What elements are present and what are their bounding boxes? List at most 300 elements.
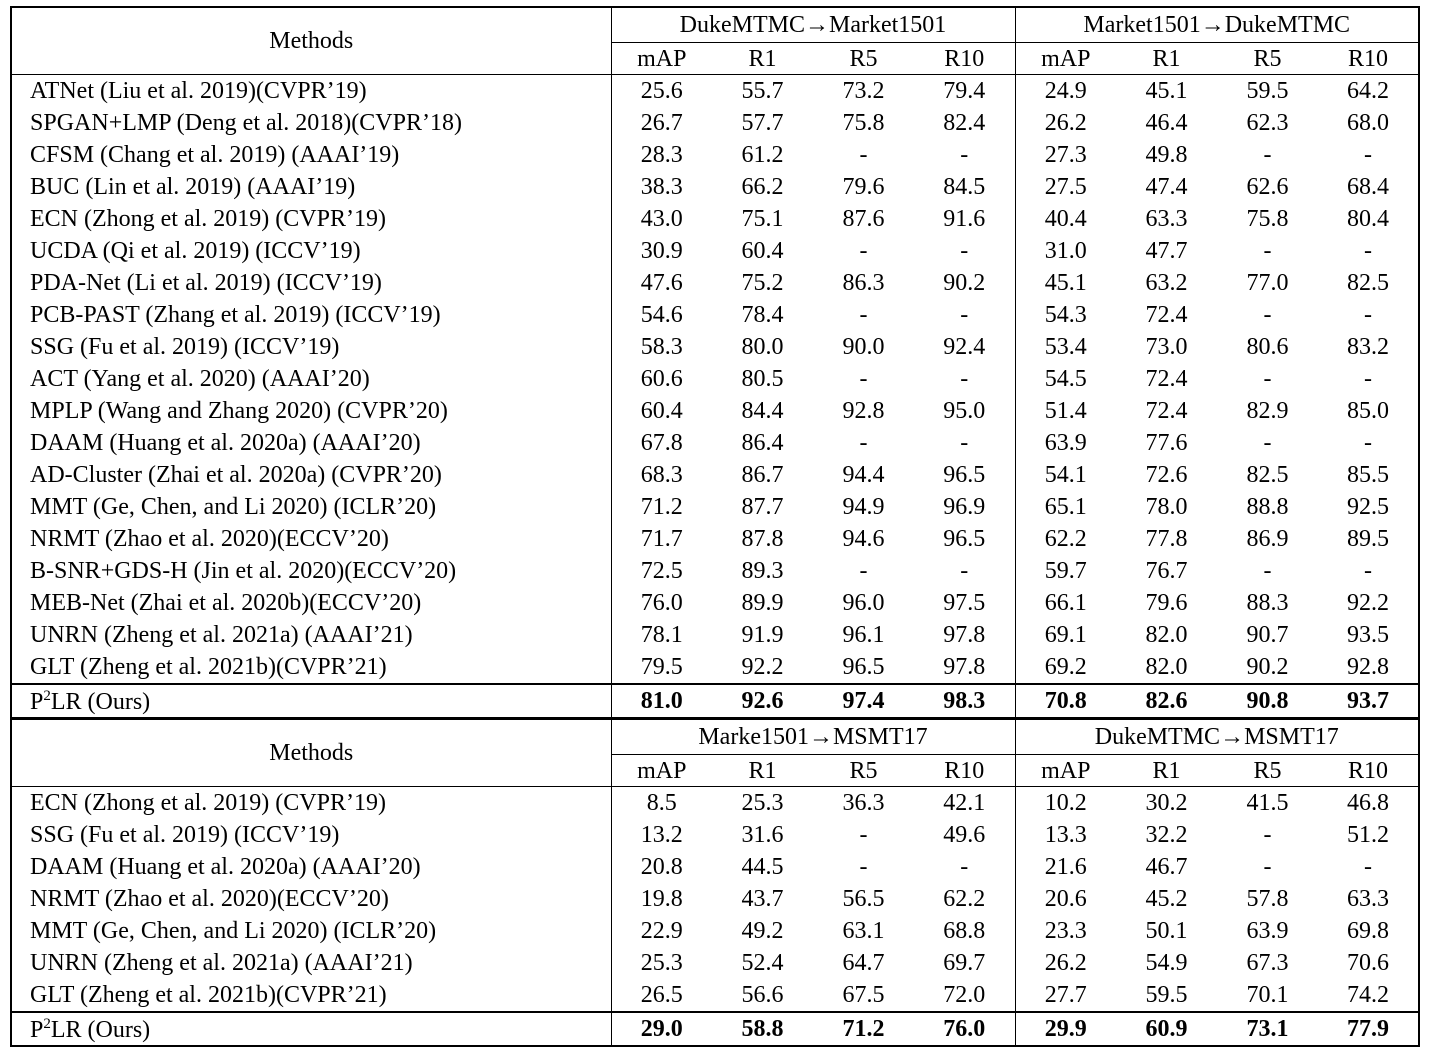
ours-value-cell: 82.6 — [1116, 684, 1217, 718]
value-cell: 67.3 — [1246, 950, 1289, 976]
table-row — [11, 915, 1419, 947]
value-cell: 68.4 — [1318, 171, 1419, 203]
value-cell: 31.6 — [741, 822, 784, 848]
value-cell: 62.6 — [1246, 174, 1289, 200]
value-cell: 82.5 — [1318, 267, 1419, 299]
value-cell: - — [1263, 142, 1272, 168]
value-cell: 47.4 — [1145, 174, 1188, 200]
table-row — [11, 619, 1419, 651]
value-cell: 32.2 — [1145, 822, 1188, 848]
value-cell: - — [859, 430, 868, 456]
value-cell: 75.1 — [741, 206, 784, 232]
ours-value-cell: 58.8 — [712, 1012, 813, 1046]
value-cell: 64.2 — [1318, 75, 1419, 108]
table-row — [11, 75, 1419, 108]
method-name: DAAM (Huang et al. 2020a) (AAAI’20) — [11, 851, 611, 883]
value-cell: - — [1263, 366, 1272, 392]
value-cell: 67.8 — [640, 430, 683, 456]
value-cell: 43.0 — [640, 206, 683, 232]
value-cell: 59.5 — [1145, 982, 1188, 1008]
value-cell: - — [859, 558, 868, 584]
value-cell: 71.2 — [640, 494, 683, 520]
method-name: ACT (Yang et al. 2020) (AAAI’20) — [11, 363, 611, 395]
method-name-ours — [11, 684, 611, 718]
table-row — [11, 395, 1419, 427]
value-cell: 76.7 — [1145, 558, 1188, 584]
method-name: CFSM (Chang et al. 2019) (AAAI’19) — [11, 139, 611, 171]
table-row — [11, 203, 1419, 235]
value-cell: 27.7 — [1044, 982, 1087, 1008]
table-row — [11, 107, 1419, 139]
value-cell: 44.5 — [741, 854, 784, 880]
value-cell: 77.0 — [1246, 270, 1289, 296]
table-row — [11, 851, 1419, 883]
value-cell: 72.4 — [1145, 302, 1188, 328]
value-cell: 63.3 — [1318, 883, 1419, 915]
value-cell: 84.5 — [914, 171, 1015, 203]
value-cell: 75.2 — [741, 270, 784, 296]
value-cell: 87.6 — [842, 206, 885, 232]
metric-header-map: mAP — [611, 43, 712, 75]
value-cell: 79.4 — [914, 75, 1015, 108]
value-cell: - — [1263, 822, 1272, 848]
ours-value-cell: 73.1 — [1217, 1012, 1318, 1046]
ours-name-p: P — [30, 688, 44, 715]
method-name: GLT (Zheng et al. 2021b)(CVPR’21) — [11, 979, 611, 1012]
method-name: NRMT (Zhao et al. 2020)(ECCV’20) — [11, 523, 611, 555]
value-cell: 58.3 — [640, 334, 683, 360]
table-row — [11, 331, 1419, 363]
value-cell: 68.0 — [1318, 107, 1419, 139]
value-cell: 82.0 — [1145, 622, 1188, 648]
value-cell: 96.0 — [842, 590, 885, 616]
metric-header-r5: R5 — [1217, 43, 1318, 75]
value-cell: 87.7 — [741, 494, 784, 520]
value-cell: 67.5 — [842, 982, 885, 1008]
value-cell: 89.3 — [741, 558, 784, 584]
method-name: MMT (Ge, Chen, and Li 2020) (ICLR’20) — [11, 491, 611, 523]
results-table-market-duke — [10, 6, 1420, 719]
value-cell: 84.4 — [741, 398, 784, 424]
value-cell: 75.8 — [842, 110, 885, 136]
value-cell: - — [859, 238, 868, 264]
value-cell: 90.2 — [914, 267, 1015, 299]
value-cell: - — [859, 366, 868, 392]
ours-name-sup: 2 — [43, 687, 51, 704]
value-cell: 23.3 — [1044, 918, 1087, 944]
value-cell: 88.3 — [1246, 590, 1289, 616]
value-cell: - — [1263, 430, 1272, 456]
value-cell: 47.7 — [1145, 238, 1188, 264]
value-cell: 80.6 — [1246, 334, 1289, 360]
value-cell: 63.1 — [842, 918, 885, 944]
value-cell: 30.9 — [640, 238, 683, 264]
method-name: ATNet (Liu et al. 2019)(CVPR’19) — [11, 75, 611, 108]
ours-row — [11, 1012, 1419, 1046]
results-table-msmt17 — [10, 718, 1420, 1047]
value-cell: 68.3 — [640, 462, 683, 488]
value-cell: 96.9 — [914, 491, 1015, 523]
value-cell: 76.0 — [640, 590, 683, 616]
value-cell: 38.3 — [640, 174, 683, 200]
metric-header-map: mAP — [1015, 755, 1116, 787]
value-cell: 68.8 — [914, 915, 1015, 947]
method-name: MPLP (Wang and Zhang 2020) (CVPR’20) — [11, 395, 611, 427]
value-cell: - — [914, 299, 1015, 331]
table-row — [11, 235, 1419, 267]
value-cell: 77.8 — [1145, 526, 1188, 552]
methods-header: Methods — [11, 719, 611, 787]
table-row — [11, 883, 1419, 915]
value-cell: 62.2 — [914, 883, 1015, 915]
value-cell: - — [914, 363, 1015, 395]
method-name: ECN (Zhong et al. 2019) (CVPR’19) — [11, 203, 611, 235]
ours-name-sup: 2 — [43, 1015, 51, 1032]
method-name: ECN (Zhong et al. 2019) (CVPR’19) — [11, 787, 611, 820]
value-cell: 96.5 — [842, 654, 885, 680]
value-cell: - — [1318, 427, 1419, 459]
value-cell: - — [1263, 302, 1272, 328]
value-cell: 69.8 — [1318, 915, 1419, 947]
metric-header-r1: R1 — [1116, 755, 1217, 787]
value-cell: 94.9 — [842, 494, 885, 520]
ours-value-cell: 29.0 — [611, 1012, 712, 1046]
value-cell: 30.2 — [1145, 790, 1188, 816]
value-cell: 46.7 — [1145, 854, 1188, 880]
method-name: UNRN (Zheng et al. 2021a) (AAAI’21) — [11, 947, 611, 979]
value-cell: 92.5 — [1318, 491, 1419, 523]
value-cell: 8.5 — [646, 790, 677, 816]
metric-header-r5: R5 — [1217, 755, 1318, 787]
metric-header-r1: R1 — [712, 755, 813, 787]
value-cell: 94.4 — [842, 462, 885, 488]
table-row — [11, 979, 1419, 1012]
value-cell: - — [914, 139, 1015, 171]
value-cell: 40.4 — [1044, 206, 1087, 232]
value-cell: 78.0 — [1145, 494, 1188, 520]
value-cell: 80.5 — [741, 366, 784, 392]
value-cell: 92.2 — [1318, 587, 1419, 619]
value-cell: 56.6 — [741, 982, 784, 1008]
value-cell: - — [859, 854, 868, 880]
value-cell: 95.0 — [914, 395, 1015, 427]
value-cell: 73.2 — [842, 78, 885, 104]
value-cell: 92.8 — [842, 398, 885, 424]
group-header-b: DukeMTMC→MSMT17 — [1015, 719, 1419, 755]
value-cell: 60.6 — [640, 366, 683, 392]
ours-value-cell: 70.8 — [1015, 684, 1116, 718]
ours-value-cell: 76.0 — [914, 1012, 1015, 1046]
ours-value-cell: 60.9 — [1116, 1012, 1217, 1046]
value-cell: 43.7 — [741, 886, 784, 912]
value-cell: 79.6 — [842, 174, 885, 200]
value-cell: 91.6 — [914, 203, 1015, 235]
value-cell: 63.3 — [1145, 206, 1188, 232]
value-cell: 45.1 — [1044, 270, 1087, 296]
value-cell: 19.8 — [640, 886, 683, 912]
value-cell: 82.5 — [1246, 462, 1289, 488]
value-cell: 46.4 — [1145, 110, 1188, 136]
value-cell: - — [1318, 555, 1419, 587]
methods-header: Methods — [11, 7, 611, 75]
value-cell: 59.7 — [1044, 558, 1087, 584]
value-cell: 80.4 — [1318, 203, 1419, 235]
value-cell: 50.1 — [1145, 918, 1188, 944]
value-cell: 93.5 — [1318, 619, 1419, 651]
value-cell: 47.6 — [640, 270, 683, 296]
value-cell: 73.0 — [1145, 334, 1188, 360]
method-name: MEB-Net (Zhai et al. 2020b)(ECCV’20) — [11, 587, 611, 619]
method-name: SSG (Fu et al. 2019) (ICCV’19) — [11, 331, 611, 363]
value-cell: - — [1318, 235, 1419, 267]
value-cell: 72.0 — [914, 979, 1015, 1012]
value-cell: 54.1 — [1044, 462, 1087, 488]
table-row — [11, 819, 1419, 851]
metric-header-map: mAP — [1015, 43, 1116, 75]
value-cell: 13.3 — [1044, 822, 1087, 848]
table-row — [11, 491, 1419, 523]
value-cell: 62.2 — [1044, 526, 1087, 552]
value-cell: 31.0 — [1044, 238, 1087, 264]
method-name: AD-Cluster (Zhai et al. 2020a) (CVPR’20) — [11, 459, 611, 491]
value-cell: 26.2 — [1044, 950, 1087, 976]
value-cell: 27.3 — [1044, 142, 1087, 168]
metric-header-r1: R1 — [1116, 43, 1217, 75]
metric-header-r10: R10 — [1318, 755, 1419, 787]
value-cell: 91.9 — [741, 622, 784, 648]
method-name: GLT (Zheng et al. 2021b)(CVPR’21) — [11, 651, 611, 684]
value-cell: 21.6 — [1044, 854, 1087, 880]
value-cell: 54.9 — [1145, 950, 1188, 976]
value-cell: - — [914, 555, 1015, 587]
value-cell: 74.2 — [1318, 979, 1419, 1012]
value-cell: 66.2 — [741, 174, 784, 200]
value-cell: 49.8 — [1145, 142, 1188, 168]
value-cell: 69.1 — [1044, 622, 1087, 648]
group-header-a: DukeMTMC→Market1501 — [611, 7, 1015, 43]
value-cell: 62.3 — [1246, 110, 1289, 136]
value-cell: 82.4 — [914, 107, 1015, 139]
ours-value-cell: 92.6 — [712, 684, 813, 718]
ours-value-cell: 90.8 — [1217, 684, 1318, 718]
value-cell: - — [914, 235, 1015, 267]
value-cell: 45.1 — [1145, 78, 1188, 104]
ours-row — [11, 684, 1419, 718]
table-row — [11, 587, 1419, 619]
table-row — [11, 139, 1419, 171]
method-name: NRMT (Zhao et al. 2020)(ECCV’20) — [11, 883, 611, 915]
value-cell: 28.3 — [640, 142, 683, 168]
value-cell: - — [859, 822, 868, 848]
value-cell: 63.9 — [1044, 430, 1087, 456]
value-cell: - — [1263, 558, 1272, 584]
table-row — [11, 427, 1419, 459]
value-cell: 82.9 — [1246, 398, 1289, 424]
value-cell: 89.9 — [741, 590, 784, 616]
value-cell: 26.7 — [640, 110, 683, 136]
value-cell: - — [914, 427, 1015, 459]
ours-value-cell: 29.9 — [1015, 1012, 1116, 1046]
value-cell: 42.1 — [914, 787, 1015, 820]
value-cell: 86.9 — [1246, 526, 1289, 552]
table-row — [11, 299, 1419, 331]
ours-value-cell: 77.9 — [1318, 1012, 1419, 1046]
value-cell: 59.5 — [1246, 78, 1289, 104]
value-cell: 25.6 — [640, 78, 683, 104]
method-name: B-SNR+GDS-H (Jin et al. 2020)(ECCV’20) — [11, 555, 611, 587]
value-cell: 63.2 — [1145, 270, 1188, 296]
group-header-b: Market1501→DukeMTMC — [1015, 7, 1419, 43]
value-cell: 45.2 — [1145, 886, 1188, 912]
value-cell: 51.2 — [1318, 819, 1419, 851]
value-cell: 69.2 — [1044, 654, 1087, 680]
table-row — [11, 363, 1419, 395]
value-cell: 51.4 — [1044, 398, 1087, 424]
value-cell: 13.2 — [640, 822, 683, 848]
value-cell: 97.8 — [914, 651, 1015, 684]
value-cell: 20.6 — [1044, 886, 1087, 912]
value-cell: - — [914, 851, 1015, 883]
value-cell: 65.1 — [1044, 494, 1087, 520]
method-name: BUC (Lin et al. 2019) (AAAI’19) — [11, 171, 611, 203]
value-cell: 96.5 — [914, 523, 1015, 555]
value-cell: 25.3 — [741, 790, 784, 816]
method-name: PDA-Net (Li et al. 2019) (ICCV’19) — [11, 267, 611, 299]
method-name: UNRN (Zheng et al. 2021a) (AAAI’21) — [11, 619, 611, 651]
value-cell: 52.4 — [741, 950, 784, 976]
value-cell: 90.2 — [1246, 654, 1289, 680]
value-cell: 22.9 — [640, 918, 683, 944]
value-cell: 72.6 — [1145, 462, 1188, 488]
ours-value-cell: 93.7 — [1318, 684, 1419, 718]
value-cell: 20.8 — [640, 854, 683, 880]
value-cell: 54.6 — [640, 302, 683, 328]
table-row — [11, 523, 1419, 555]
value-cell: - — [1263, 854, 1272, 880]
value-cell: 46.8 — [1318, 787, 1419, 820]
value-cell: 87.8 — [741, 526, 784, 552]
value-cell: 79.6 — [1145, 590, 1188, 616]
value-cell: 63.9 — [1246, 918, 1289, 944]
value-cell: 86.3 — [842, 270, 885, 296]
value-cell: 80.0 — [741, 334, 784, 360]
metric-header-r5: R5 — [813, 755, 914, 787]
value-cell: 57.7 — [741, 110, 784, 136]
value-cell: 83.2 — [1318, 331, 1419, 363]
value-cell: 49.6 — [914, 819, 1015, 851]
value-cell: - — [1318, 851, 1419, 883]
value-cell: 69.7 — [914, 947, 1015, 979]
value-cell: 70.6 — [1318, 947, 1419, 979]
table-row — [11, 459, 1419, 491]
table-row — [11, 267, 1419, 299]
value-cell: 66.1 — [1044, 590, 1087, 616]
value-cell: 78.1 — [640, 622, 683, 648]
value-cell: - — [1318, 139, 1419, 171]
value-cell: 56.5 — [842, 886, 885, 912]
value-cell: 26.5 — [640, 982, 683, 1008]
value-cell: 53.4 — [1044, 334, 1087, 360]
method-name: SSG (Fu et al. 2019) (ICCV’19) — [11, 819, 611, 851]
ours-value-cell: 98.3 — [914, 684, 1015, 718]
value-cell: 55.7 — [741, 78, 784, 104]
value-cell: - — [859, 302, 868, 328]
value-cell: 97.5 — [914, 587, 1015, 619]
table-row — [11, 555, 1419, 587]
value-cell: 10.2 — [1044, 790, 1087, 816]
value-cell: 94.6 — [842, 526, 885, 552]
value-cell: 61.2 — [741, 142, 784, 168]
value-cell: 88.8 — [1246, 494, 1289, 520]
value-cell: 72.4 — [1145, 398, 1188, 424]
value-cell: 78.4 — [741, 302, 784, 328]
value-cell: 82.0 — [1145, 654, 1188, 680]
value-cell: - — [859, 142, 868, 168]
value-cell: 92.8 — [1318, 651, 1419, 684]
value-cell: - — [1318, 299, 1419, 331]
value-cell: 92.4 — [914, 331, 1015, 363]
group-header-a: Marke1501→MSMT17 — [611, 719, 1015, 755]
table-row — [11, 947, 1419, 979]
value-cell: 57.8 — [1246, 886, 1289, 912]
value-cell: 54.3 — [1044, 302, 1087, 328]
value-cell: 24.9 — [1044, 78, 1087, 104]
value-cell: 60.4 — [640, 398, 683, 424]
value-cell: 77.6 — [1145, 430, 1188, 456]
value-cell: 36.3 — [842, 790, 885, 816]
value-cell: 60.4 — [741, 238, 784, 264]
method-name: UCDA (Qi et al. 2019) (ICCV’19) — [11, 235, 611, 267]
value-cell: 96.1 — [842, 622, 885, 648]
value-cell: - — [1318, 363, 1419, 395]
value-cell: 54.5 — [1044, 366, 1087, 392]
table-row — [11, 171, 1419, 203]
value-cell: 90.7 — [1246, 622, 1289, 648]
ours-value-cell: 81.0 — [611, 684, 712, 718]
value-cell: 26.2 — [1044, 110, 1087, 136]
value-cell: 86.7 — [741, 462, 784, 488]
table-row — [11, 787, 1419, 820]
ours-name-rest: LR (Ours) — [50, 1016, 151, 1043]
value-cell: 64.7 — [842, 950, 885, 976]
ours-value-cell: 97.4 — [813, 684, 914, 718]
metric-header-r10: R10 — [914, 755, 1015, 787]
value-cell: 70.1 — [1246, 982, 1289, 1008]
value-cell: 92.2 — [741, 654, 784, 680]
method-name: SPGAN+LMP (Deng et al. 2018)(CVPR’18) — [11, 107, 611, 139]
value-cell: 25.3 — [640, 950, 683, 976]
value-cell: 97.8 — [914, 619, 1015, 651]
ours-value-cell: 71.2 — [813, 1012, 914, 1046]
metric-header-r10: R10 — [914, 43, 1015, 75]
method-name-ours — [11, 1012, 611, 1046]
method-name: MMT (Ge, Chen, and Li 2020) (ICLR’20) — [11, 915, 611, 947]
value-cell: 49.2 — [741, 918, 784, 944]
method-name: PCB-PAST (Zhang et al. 2019) (ICCV’19) — [11, 299, 611, 331]
ours-name-rest: LR (Ours) — [50, 688, 151, 715]
value-cell: - — [1263, 238, 1272, 264]
value-cell: 75.8 — [1246, 206, 1289, 232]
value-cell: 71.7 — [640, 526, 683, 552]
value-cell: 96.5 — [914, 459, 1015, 491]
value-cell: 86.4 — [741, 430, 784, 456]
value-cell: 79.5 — [640, 654, 683, 680]
method-name: DAAM (Huang et al. 2020a) (AAAI’20) — [11, 427, 611, 459]
value-cell: 90.0 — [842, 334, 885, 360]
value-cell: 89.5 — [1318, 523, 1419, 555]
metric-header-r1: R1 — [712, 43, 813, 75]
value-cell: 85.0 — [1318, 395, 1419, 427]
